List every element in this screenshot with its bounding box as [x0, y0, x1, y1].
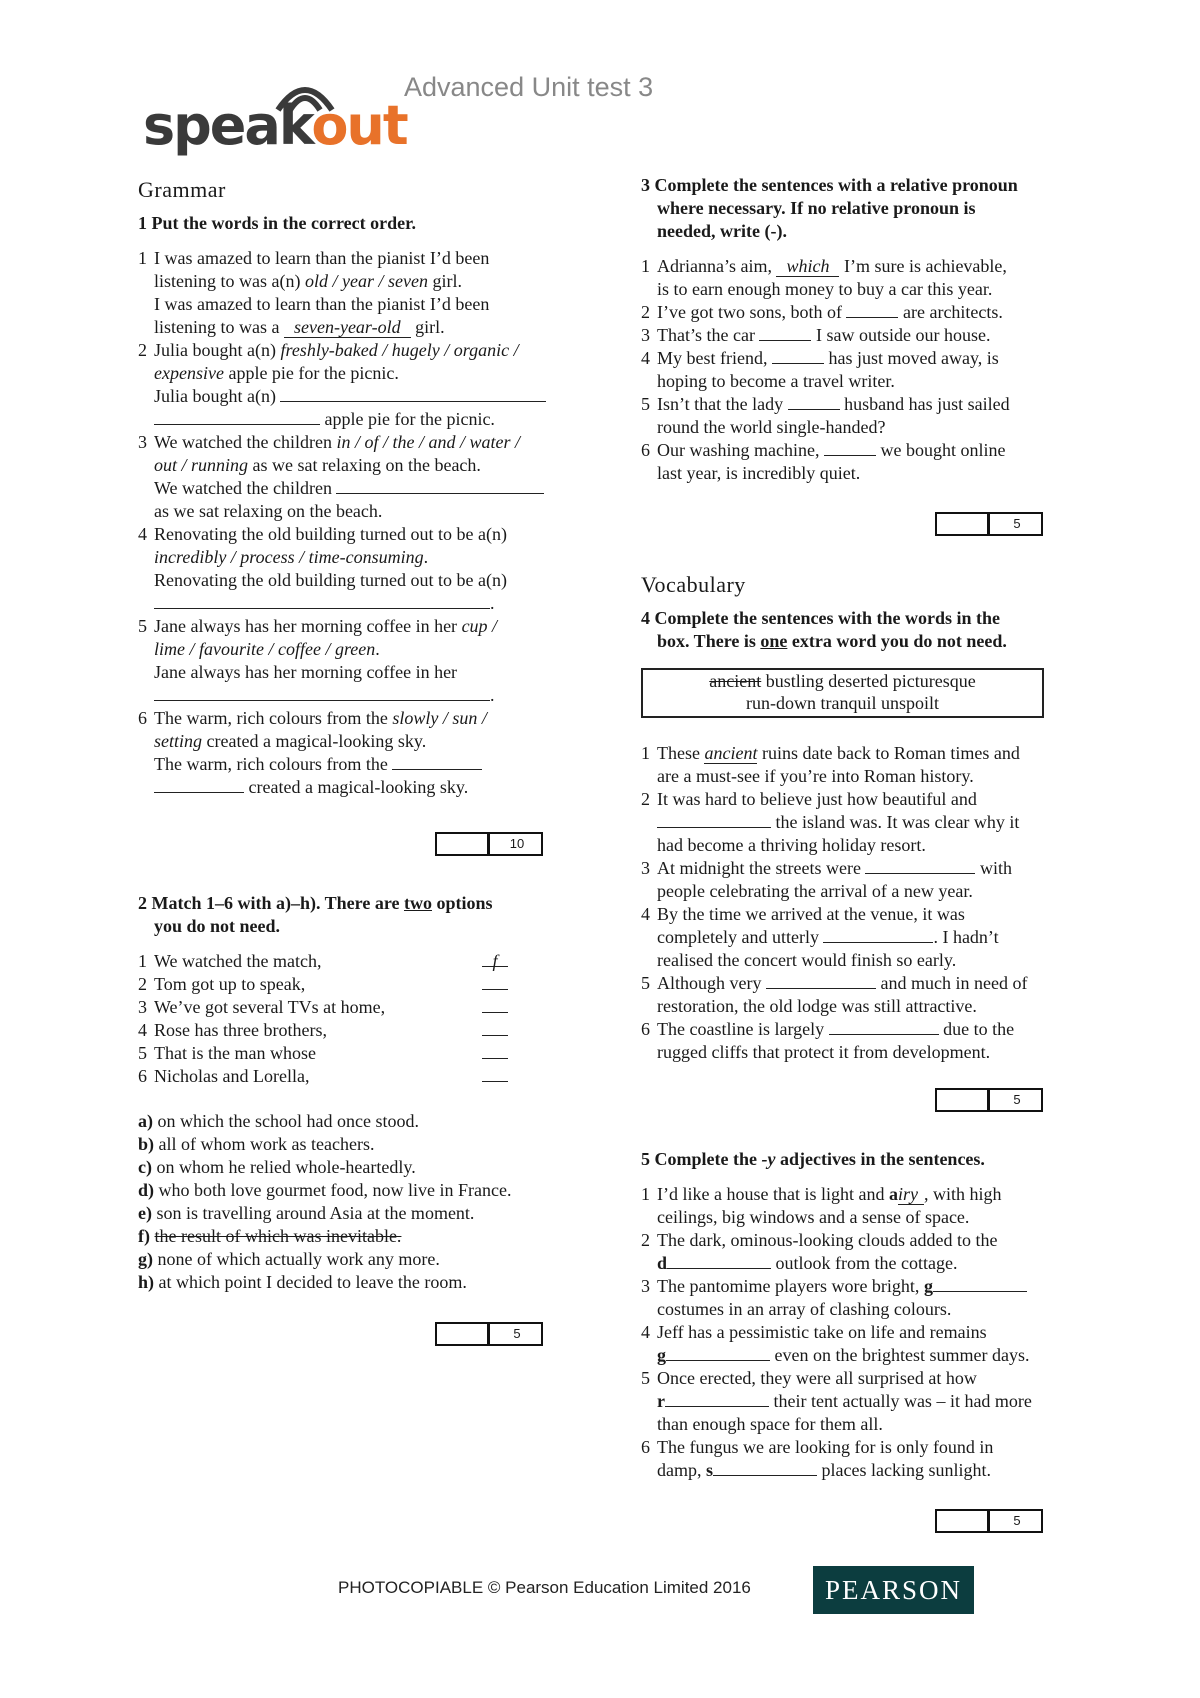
score-box-ex5: 5: [935, 1509, 1043, 1533]
match-answer[interactable]: [482, 1042, 508, 1059]
ex3-question-2: 2 I’ve got two sons, both of are architects.: [641, 302, 1003, 322]
word-box: ancient bustling deserted picturesque run-down tranquil unspoilt: [641, 668, 1044, 718]
exercise-1-instruction: 1 Put the words in the correct order.: [138, 213, 416, 233]
section-heading-grammar: Grammar: [138, 177, 226, 202]
exercise-5: [641, 1148, 1081, 1482]
ex2-items: [138, 950, 568, 1088]
exercise-3-instruction: 3 Complete the sentences with a relative pronoun: [641, 175, 1018, 195]
answer-blank[interactable]: [392, 753, 482, 770]
ex2-options: [138, 1110, 568, 1294]
example-answer: iry: [898, 1184, 924, 1205]
option-e: e) son is travelling around Asia at the moment.: [138, 1203, 475, 1223]
exercise-2-instruction: 2 Match 1–6 with a)–h). There are two options: [138, 893, 493, 913]
grammar-section: [138, 176, 568, 799]
answer-blank[interactable]: [280, 385, 546, 402]
ex3-question-6: 6 Our washing machine, we bought online last year, is incredibly quiet.: [641, 440, 1006, 483]
answer-blank[interactable]: [846, 301, 898, 318]
example-answer: ancient: [704, 743, 758, 763]
match-answer[interactable]: [482, 1019, 508, 1036]
answer-blank[interactable]: [829, 1018, 939, 1035]
ex1-question-4: 4 Renovating the old building turned out to be a(n) incredibly / process / time-consuming. Renovating the old building turned out to be a(n) .: [138, 524, 507, 613]
option-c: c) on whom he relied whole-heartedly.: [138, 1157, 416, 1177]
speakout-logo: [143, 76, 407, 157]
answer-blank[interactable]: [933, 1275, 1027, 1292]
answer-blank[interactable]: [667, 1252, 771, 1269]
ex1-question-3: 3 We watched the children in / of / the / and / water / out / running as we sat relaxing on the beach. We watched the children as we sat relaxing on the beach.: [138, 431, 568, 523]
ex3-question-3: 3 That’s the car I saw outside our house.: [641, 325, 991, 345]
ex2-item: 1 We watched the match, f: [138, 950, 568, 973]
ex4-question-5: 5 Although very and much in need of restoration, the old lodge was still attractive.: [641, 973, 1028, 1016]
ex2-item: 4 Rose has three brothers,: [138, 1019, 568, 1042]
option-h: h) at which point I decided to leave the room.: [138, 1272, 467, 1292]
option-f: f) the result of which was inevitable.: [138, 1226, 402, 1246]
ex5-question-5: 5 Once erected, they were all surprised at how r their tent actually was – it had more than enough space for them all.: [641, 1368, 1032, 1434]
ex3-question-4: 4 My best friend, has just moved away, is hoping to become a travel writer.: [641, 348, 999, 391]
ex4-question-6: 6 The coastline is largely due to the rugged cliffs that protect it from development.: [641, 1019, 1015, 1062]
answer-blank[interactable]: [154, 592, 490, 609]
answer-blank[interactable]: [823, 926, 933, 943]
exercise-4-questions: [641, 742, 1081, 1064]
ex3-question-5: 5 Isn’t that the lady husband has just sailed round the world single-handed?: [641, 394, 1010, 437]
pearson-logo: PEARSON: [813, 1566, 974, 1614]
example-answer: which: [776, 256, 839, 277]
answer-blank[interactable]: [713, 1459, 817, 1476]
answer-blank[interactable]: [788, 393, 840, 410]
ex2-item: 2 Tom got up to speak,: [138, 973, 568, 996]
answer-blank[interactable]: [154, 776, 244, 793]
ex1-question-5: 5 Jane always has her morning coffee in her cup / lime / favourite / coffee / green. Jane always has her morning coffee in her .: [138, 616, 498, 705]
option-a: a) on which the school had once stood.: [138, 1111, 419, 1131]
ex4-question-3: 3 At midnight the streets were with people celebrating the arrival of a new year.: [641, 858, 1012, 901]
ex1-question-1: 1 I was amazed to learn than the pianist I’d been listening to was a(n) old / year / seven girl. I was amazed to learn than the pianist I’d been listening to was a seven-year-old girl.: [138, 248, 490, 337]
ex1-question-6: 6 The warm, rich colours from the slowly / sun / setting created a magical-looking sky. The warm, rich colours from the created a magical-looking sky.: [138, 708, 487, 797]
score-box-ex2: 5: [435, 1322, 543, 1346]
exercise-4-instruction: 4 Complete the sentences with the words in the: [641, 608, 1000, 628]
answer-blank[interactable]: [766, 972, 876, 989]
ex5-question-3: 3 The pantomime players wore bright, g costumes in an array of clashing colours.: [641, 1275, 1081, 1321]
score-box-ex1: 10: [435, 832, 543, 856]
answer-blank[interactable]: [865, 857, 975, 874]
option-d: d) who both love gourmet food, now live in France.: [138, 1180, 512, 1200]
option-b: b) all of whom work as teachers.: [138, 1134, 375, 1154]
exercise-2: 2 Match 1–6 with a)–h). There are two options you do not need. 1 We watched the match, f 2 Tom got up to speak, 3 We’ve got several TVs at home, 4 Rose has three brothers, 5 That is the man whose 6 Nicholas and Lorella, a) on which the school had once stood. b) all of whom work as teachers. c) on whom he relied whole-heartedly. d) who both love gourmet food, now live in France. e) son is travelling around Asia at the moment. f) the result of which was inevitable. g) none of which actually work any more. h) at which point I decided to leave the room.: [138, 892, 568, 1294]
answer-blank[interactable]: [336, 477, 544, 494]
answer-blank[interactable]: [154, 684, 490, 701]
match-answer[interactable]: [482, 996, 508, 1013]
ex1-question-2: 2 Julia bought a(n) freshly-baked / hugely / organic / expensive apple pie for the picnic. Julia bought a(n) apple pie for the picnic.: [138, 339, 568, 431]
ex4-question-4: 4 By the time we arrived at the venue, it was completely and utterly . I hadn’t realised the concert would finish so early.: [641, 904, 999, 970]
score-box-ex3: 5: [935, 512, 1043, 536]
score-box-ex4: 5: [935, 1088, 1043, 1112]
exercise-5-instruction: 5 Complete the -y adjectives in the sentences.: [641, 1149, 985, 1169]
word-struck: ancient: [709, 671, 762, 691]
match-answer[interactable]: [482, 973, 508, 990]
answer-blank[interactable]: [154, 408, 320, 425]
answer-blank[interactable]: [824, 439, 876, 456]
ex2-item: 6 Nicholas and Lorella,: [138, 1065, 568, 1088]
answer-blank[interactable]: [772, 347, 824, 364]
ex2-item: 5 That is the man whose: [138, 1042, 568, 1065]
answer-blank[interactable]: [666, 1344, 770, 1361]
ex5-question-2: 2 The dark, ominous-looking clouds added to the d outlook from the cottage.: [641, 1230, 998, 1273]
ex5-question-1: 1 I’d like a house that is light and airy , with high ceilings, big windows and a sense of space.: [641, 1184, 1002, 1227]
answer-blank[interactable]: [759, 324, 811, 341]
ex5-question-6: 6 The fungus we are looking for is only found in damp, s places lacking sunlight.: [641, 1437, 994, 1480]
match-answer[interactable]: f: [482, 950, 508, 967]
option-g: g) none of which actually work any more.: [138, 1249, 440, 1269]
answer-blank[interactable]: [657, 811, 771, 828]
vocabulary-section: Vocabulary 4 Complete the sentences with the words in the box. There is one extra word you do not need.: [641, 571, 1081, 653]
example-answer: seven-year-old: [284, 317, 411, 338]
exercise-3: 3 Complete the sentences with a relative pronoun where necessary. If no relative pronoun is needed, write (-). 1 Adrianna’s aim, which I’m sure is achievable, is to earn enough money to buy a car this year. 2 I’ve got two sons, both of are architects. 3 That’s the car I saw outside our house. 4 My best friend, has just moved away, is hoping to become a travel writer. 5 Isn’t that the lady husband has just sailed round the world single-handed? 6 Our washing machine, we bought online last year, is incredibly quiet.: [641, 174, 1081, 485]
logo-text: speakout: [143, 94, 407, 157]
ex4-question-1: 1 These ancient ruins date back to Roman times and are a must-see if you’re into Roman history.: [641, 743, 1020, 786]
ex2-item: 3 We’ve got several TVs at home,: [138, 996, 568, 1019]
ex4-question-2: 2 It was hard to believe just how beautiful and the island was. It was clear why it had become a thriving holiday resort.: [641, 789, 1020, 855]
copyright-notice: PHOTOCOPIABLE © Pearson Education Limited 2016: [338, 1578, 751, 1597]
ex5-question-4: 4 Jeff has a pessimistic take on life and remains g even on the brightest summer days.: [641, 1322, 1030, 1365]
answer-blank[interactable]: [665, 1390, 769, 1407]
ex3-question-1: 1 Adrianna’s aim, which I’m sure is achievable, is to earn enough money to buy a car this year.: [641, 256, 1007, 299]
section-heading-vocabulary: Vocabulary: [641, 572, 746, 597]
unit-title: Advanced Unit test 3: [404, 72, 654, 102]
match-answer[interactable]: [482, 1065, 508, 1082]
